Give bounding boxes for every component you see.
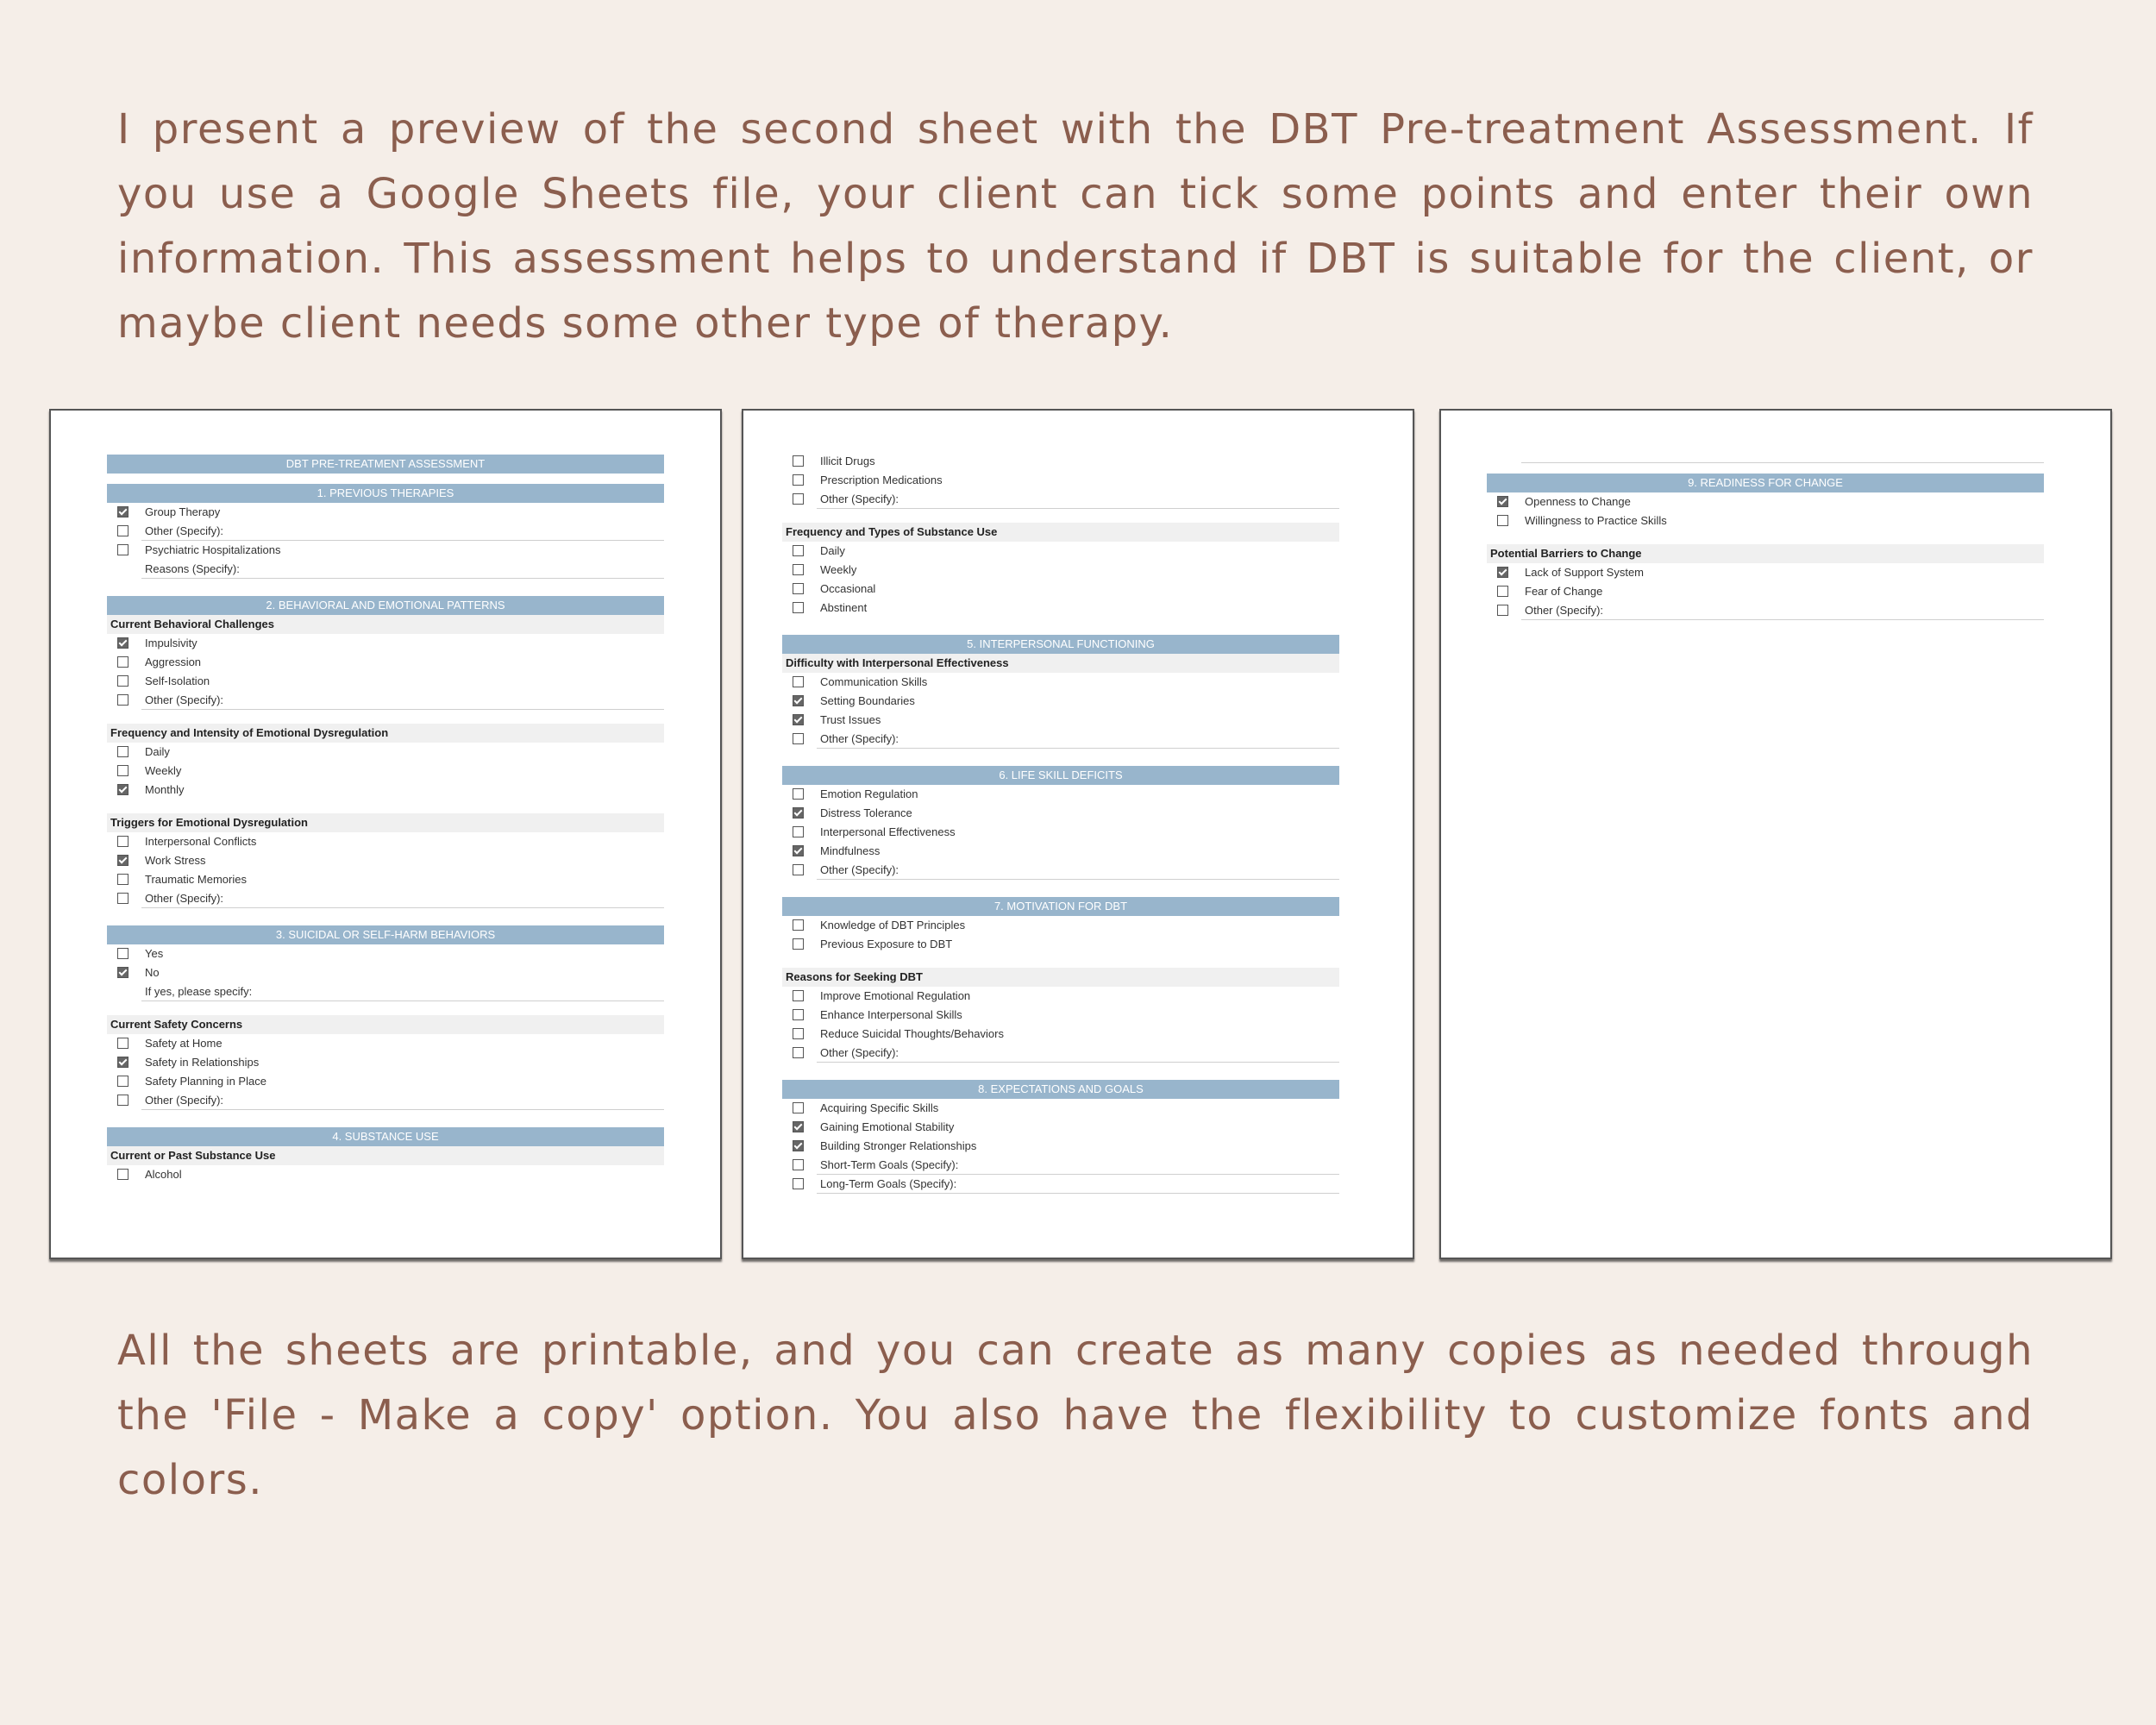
checklist-item xyxy=(107,870,664,889)
subsection-header: Triggers for Emotional Dysregulation xyxy=(107,813,664,832)
item-label: Other (Specify): xyxy=(820,1046,899,1059)
checklist-item xyxy=(107,944,664,963)
checklist-item xyxy=(107,503,664,522)
item-label: Safety at Home xyxy=(145,1037,222,1050)
checklist-item xyxy=(107,541,664,560)
section-header: 5. INTERPERSONAL FUNCTIONING xyxy=(782,635,1339,654)
checklist-item xyxy=(782,1099,1339,1118)
sheet-preview-1 xyxy=(49,409,722,1259)
item-label: Self-Isolation xyxy=(145,674,210,687)
checklist-item xyxy=(107,1091,664,1110)
item-label: Openness to Change xyxy=(1525,495,1631,508)
item-label: No xyxy=(145,966,160,979)
checkbox[interactable] xyxy=(793,1047,804,1058)
section-header: 7. MOTIVATION FOR DBT xyxy=(782,897,1339,916)
field-label: Reasons (Specify): xyxy=(145,562,240,575)
checkbox[interactable] xyxy=(1497,515,1508,526)
item-label: Lack of Support System xyxy=(1525,566,1645,579)
checkbox[interactable] xyxy=(1497,586,1508,597)
checklist-item xyxy=(782,842,1339,861)
form-title: DBT PRE-TREATMENT ASSESSMENT xyxy=(107,455,664,474)
checklist-item xyxy=(107,1072,664,1091)
item-label: Interpersonal Conflicts xyxy=(145,835,257,848)
checklist-item xyxy=(107,963,664,982)
checkbox[interactable] xyxy=(793,733,804,744)
checkbox[interactable] xyxy=(117,675,128,687)
checkbox[interactable] xyxy=(117,893,128,904)
checked-checkbox[interactable] xyxy=(793,714,804,725)
checklist-item xyxy=(107,1034,664,1053)
section-header: 2. BEHAVIORAL AND EMOTIONAL PATTERNS xyxy=(107,596,664,615)
checklist-item xyxy=(782,1025,1339,1044)
checkbox[interactable] xyxy=(1497,605,1508,616)
checkbox[interactable] xyxy=(117,765,128,776)
checklist-item xyxy=(782,1118,1339,1137)
checkbox[interactable] xyxy=(117,746,128,757)
checkbox[interactable] xyxy=(117,836,128,847)
subsection-header: Potential Barriers to Change xyxy=(1487,544,2044,563)
section-header: 9. READINESS FOR CHANGE xyxy=(1487,474,2044,492)
checklist xyxy=(782,987,1339,1063)
item-label: Setting Boundaries xyxy=(820,694,915,707)
checkbox[interactable] xyxy=(117,1095,128,1106)
checklist-item xyxy=(107,691,664,710)
checklist-item xyxy=(1487,563,2044,582)
checkbox[interactable] xyxy=(117,656,128,668)
item-label: Reduce Suicidal Thoughts/Behaviors xyxy=(820,1027,1004,1040)
checkbox[interactable] xyxy=(793,602,804,613)
item-label: Mindfulness xyxy=(820,844,881,857)
item-label: Previous Exposure to DBT xyxy=(820,938,953,950)
checklist xyxy=(782,542,1339,618)
checkbox[interactable] xyxy=(793,1178,804,1189)
checklist-item xyxy=(782,785,1339,804)
checked-checkbox[interactable] xyxy=(793,807,804,819)
item-label: Safety in Relationships xyxy=(145,1056,260,1069)
checklist-item xyxy=(782,1137,1339,1156)
checkbox[interactable] xyxy=(793,1009,804,1020)
checklist-item xyxy=(107,762,664,781)
checkbox[interactable] xyxy=(117,525,128,536)
checkbox[interactable] xyxy=(793,474,804,486)
checklist xyxy=(107,1034,664,1110)
item-label: Daily xyxy=(145,745,170,758)
item-label: Alcohol xyxy=(145,1168,182,1181)
checked-checkbox[interactable] xyxy=(117,1057,128,1068)
checklist-item xyxy=(1487,601,2044,620)
checkbox[interactable] xyxy=(793,493,804,505)
checklist xyxy=(107,944,664,982)
checked-checkbox[interactable] xyxy=(117,784,128,795)
checked-checkbox[interactable] xyxy=(1497,567,1508,578)
reasons-field[interactable] xyxy=(107,560,664,579)
checkbox[interactable] xyxy=(793,583,804,594)
item-label: Aggression xyxy=(145,656,202,668)
item-label: Long-Term Goals (Specify): xyxy=(820,1177,957,1190)
checkbox[interactable] xyxy=(793,676,804,687)
checkbox[interactable] xyxy=(117,1038,128,1049)
item-label: Other (Specify): xyxy=(145,524,224,537)
checklist-item xyxy=(782,490,1339,509)
item-label: Prescription Medications xyxy=(820,474,943,486)
section-header: 3. SUICIDAL OR SELF-HARM BEHAVIORS xyxy=(107,925,664,944)
checklist xyxy=(782,785,1339,880)
item-label: Psychiatric Hospitalizations xyxy=(145,543,281,556)
checklist-item xyxy=(107,522,664,541)
checklist xyxy=(1487,563,2044,620)
checkbox[interactable] xyxy=(793,545,804,556)
checklist xyxy=(1487,492,2044,530)
item-label: Building Stronger Relationships xyxy=(820,1139,977,1152)
item-label: Impulsivity xyxy=(145,637,197,649)
section-header: 6. LIFE SKILL DEFICITS xyxy=(782,766,1339,785)
checked-checkbox[interactable] xyxy=(793,1140,804,1151)
checkbox[interactable] xyxy=(117,874,128,885)
item-label: Gaining Emotional Stability xyxy=(820,1120,955,1133)
sheet-preview-3 xyxy=(1439,409,2112,1259)
item-label: Other (Specify): xyxy=(145,693,224,706)
checklist-item xyxy=(782,1156,1339,1175)
checklist xyxy=(782,452,1339,509)
checkbox[interactable] xyxy=(117,1169,128,1180)
checklist-item xyxy=(107,743,664,762)
checklist-item xyxy=(107,653,664,672)
item-label: Improve Emotional Regulation xyxy=(820,989,971,1002)
subsection-header: Reasons for Seeking DBT xyxy=(782,968,1339,987)
checklist-item xyxy=(782,542,1339,561)
subsection-header: Frequency and Types of Substance Use xyxy=(782,523,1339,542)
item-label: Other (Specify): xyxy=(1525,604,1604,617)
checkbox[interactable] xyxy=(117,694,128,706)
checklist xyxy=(107,1165,664,1184)
item-label: Work Stress xyxy=(145,854,206,867)
item-label: Other (Specify): xyxy=(145,892,224,905)
checklist-item xyxy=(1487,492,2044,511)
checklist-item xyxy=(782,804,1339,823)
field-label: If yes, please specify: xyxy=(145,985,253,998)
checklist xyxy=(107,743,664,800)
item-label: Trust Issues xyxy=(820,713,881,726)
checkbox[interactable] xyxy=(793,455,804,467)
item-label: Communication Skills xyxy=(820,675,928,688)
checklist xyxy=(107,503,664,560)
checklist-item xyxy=(782,1175,1339,1194)
checklist-item xyxy=(782,823,1339,842)
item-label: Group Therapy xyxy=(145,505,221,518)
item-label: Other (Specify): xyxy=(820,732,899,745)
checklist xyxy=(107,832,664,908)
checklist-item xyxy=(107,1053,664,1072)
checklist-item xyxy=(107,851,664,870)
item-label: Willingness to Practice Skills xyxy=(1525,514,1667,527)
subsection-header: Frequency and Intensity of Emotional Dysregulation xyxy=(107,724,664,743)
checklist-item xyxy=(782,452,1339,471)
checklist xyxy=(107,634,664,710)
checklist-item xyxy=(782,916,1339,935)
checklist-item xyxy=(107,672,664,691)
checklist-item xyxy=(107,634,664,653)
intro-paragraph: I present a preview of the second sheet with the DBT Pre-treatment Assessment. If you use a Google Sheets file, your client can tick some points and enter their own information. This assessment helps to understand if DBT is suitable for the client, or maybe client needs some other type of therapy. xyxy=(117,105,2034,348)
checklist-item xyxy=(782,987,1339,1006)
item-label: Occasional xyxy=(820,582,876,595)
checklist-item xyxy=(782,861,1339,880)
subsection-header: Current Behavioral Challenges xyxy=(107,615,664,634)
checkbox[interactable] xyxy=(117,948,128,959)
checked-checkbox[interactable] xyxy=(1497,496,1508,507)
checkbox[interactable] xyxy=(117,544,128,555)
checklist-item xyxy=(782,730,1339,749)
checked-checkbox[interactable] xyxy=(793,695,804,706)
section-header: 8. EXPECTATIONS AND GOALS xyxy=(782,1080,1339,1099)
checklist-item xyxy=(782,1044,1339,1063)
checkbox[interactable] xyxy=(793,564,804,575)
item-label: Acquiring Specific Skills xyxy=(820,1101,939,1114)
checkbox[interactable] xyxy=(793,1028,804,1039)
checked-checkbox[interactable] xyxy=(793,845,804,856)
checklist xyxy=(782,673,1339,749)
checklist-item xyxy=(782,561,1339,580)
checklist xyxy=(782,916,1339,954)
item-label: Distress Tolerance xyxy=(820,806,912,819)
item-label: Other (Specify): xyxy=(820,492,899,505)
item-label: Enhance Interpersonal Skills xyxy=(820,1008,962,1021)
outro-paragraph: All the sheets are printable, and you can create as many copies as needed through the 'File - Make a copy' option. You also have the flexibility to customize fonts and colors. xyxy=(117,1327,2034,1504)
subsection-header: Current or Past Substance Use xyxy=(107,1146,664,1165)
checklist-item xyxy=(107,1165,664,1184)
checklist-item xyxy=(782,1006,1339,1025)
item-label: Other (Specify): xyxy=(145,1094,224,1107)
checklist-item xyxy=(782,599,1339,618)
item-label: Monthly xyxy=(145,783,185,796)
checked-checkbox[interactable] xyxy=(117,506,128,518)
subsection-header: Current Safety Concerns xyxy=(107,1015,664,1034)
checklist-item xyxy=(107,781,664,800)
checked-checkbox[interactable] xyxy=(117,855,128,866)
checklist-item xyxy=(107,832,664,851)
checklist-item xyxy=(782,471,1339,490)
specify-field[interactable] xyxy=(107,982,664,1001)
checkbox[interactable] xyxy=(793,826,804,837)
item-label: Illicit Drugs xyxy=(820,455,875,467)
checklist-item xyxy=(782,711,1339,730)
item-label: Daily xyxy=(820,544,845,557)
checkbox[interactable] xyxy=(793,864,804,875)
checklist-item xyxy=(782,692,1339,711)
checkbox[interactable] xyxy=(793,919,804,931)
item-label: Knowledge of DBT Principles xyxy=(820,919,966,932)
item-label: Fear of Change xyxy=(1525,585,1603,598)
item-label: Safety Planning in Place xyxy=(145,1075,266,1088)
item-label: Yes xyxy=(145,947,164,960)
checked-checkbox[interactable] xyxy=(117,637,128,649)
subsection-header: Difficulty with Interpersonal Effectiveness xyxy=(782,654,1339,673)
checkbox[interactable] xyxy=(793,938,804,950)
checkbox[interactable] xyxy=(793,1102,804,1113)
checklist-item xyxy=(107,889,664,908)
checklist-item xyxy=(782,673,1339,692)
checkbox[interactable] xyxy=(117,1076,128,1087)
sheet-preview-2 xyxy=(742,409,1414,1259)
section-header: 1. PREVIOUS THERAPIES xyxy=(107,484,664,503)
section-header: 4. SUBSTANCE USE xyxy=(107,1127,664,1146)
divider-line xyxy=(1521,462,2044,463)
checkbox[interactable] xyxy=(793,990,804,1001)
item-label: Other (Specify): xyxy=(820,863,899,876)
item-label: Weekly xyxy=(145,764,182,777)
checklist-item xyxy=(1487,511,2044,530)
item-label: Emotion Regulation xyxy=(820,787,918,800)
item-label: Traumatic Memories xyxy=(145,873,247,886)
checklist-item xyxy=(1487,582,2044,601)
item-label: Weekly xyxy=(820,563,857,576)
item-label: Interpersonal Effectiveness xyxy=(820,825,956,838)
checked-checkbox[interactable] xyxy=(793,1121,804,1132)
checked-checkbox[interactable] xyxy=(117,967,128,978)
checklist-item xyxy=(782,580,1339,599)
checkbox[interactable] xyxy=(793,788,804,800)
checkbox[interactable] xyxy=(793,1159,804,1170)
item-label: Abstinent xyxy=(820,601,868,614)
item-label: Short-Term Goals (Specify): xyxy=(820,1158,959,1171)
checklist-item xyxy=(782,935,1339,954)
checklist xyxy=(782,1099,1339,1194)
